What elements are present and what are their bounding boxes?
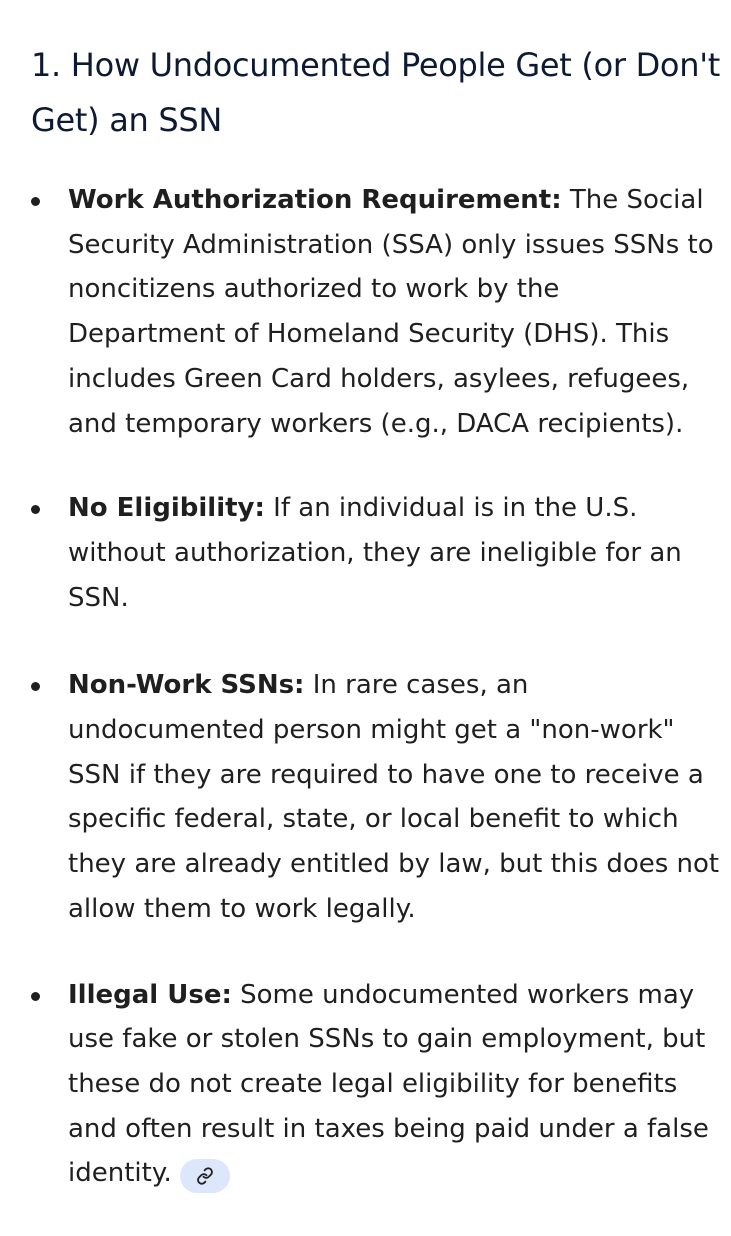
list-item <box>31 486 721 620</box>
section-heading: 1. How Undocumented People Get (or Don't Get) an SSN <box>31 46 720 139</box>
link-icon <box>196 1167 214 1185</box>
bullet-list <box>31 178 721 1196</box>
bullet-dot <box>31 682 40 691</box>
list-item <box>31 663 721 931</box>
item-lead: Work Authorization Requirement: <box>68 185 562 215</box>
item-text: The Social Security Administration (SSA) only issues SSNs to noncitizens authorized to work by the Department of Homeland Security (DHS). This includes Green Card holders, asylees, refugees, and temporary workers (e.g., DACA recipients). <box>68 185 714 439</box>
bullet-dot <box>31 505 40 514</box>
bullet-dot <box>31 197 40 206</box>
list-item <box>31 178 721 446</box>
item-text: In rare cases, an undocumented person might get a "non-work" SSN if they are required to have one to receive a specific federal, state, or local benefit to which they are already entitled by law, but this does not allow them to work legally. <box>68 670 720 924</box>
item-lead: Illegal Use: <box>68 979 232 1010</box>
bullet-dot <box>31 992 40 1001</box>
item-lead: Non-Work SSNs: <box>68 670 305 701</box>
answer-section <box>31 38 721 1236</box>
list-item <box>31 973 721 1197</box>
item-lead: No Eligibility: <box>68 493 265 524</box>
item-text: Some undocumented workers may use fake or stolen SSNs to gain employment, but these do not create legal eligibility for benefits and often result in taxes being paid under a false identity. <box>68 979 709 1189</box>
source-link-chip[interactable] <box>180 1159 230 1193</box>
item-text: If an individual is in the U.S. without authorization, they are ineligible for an SSN. <box>68 493 682 613</box>
